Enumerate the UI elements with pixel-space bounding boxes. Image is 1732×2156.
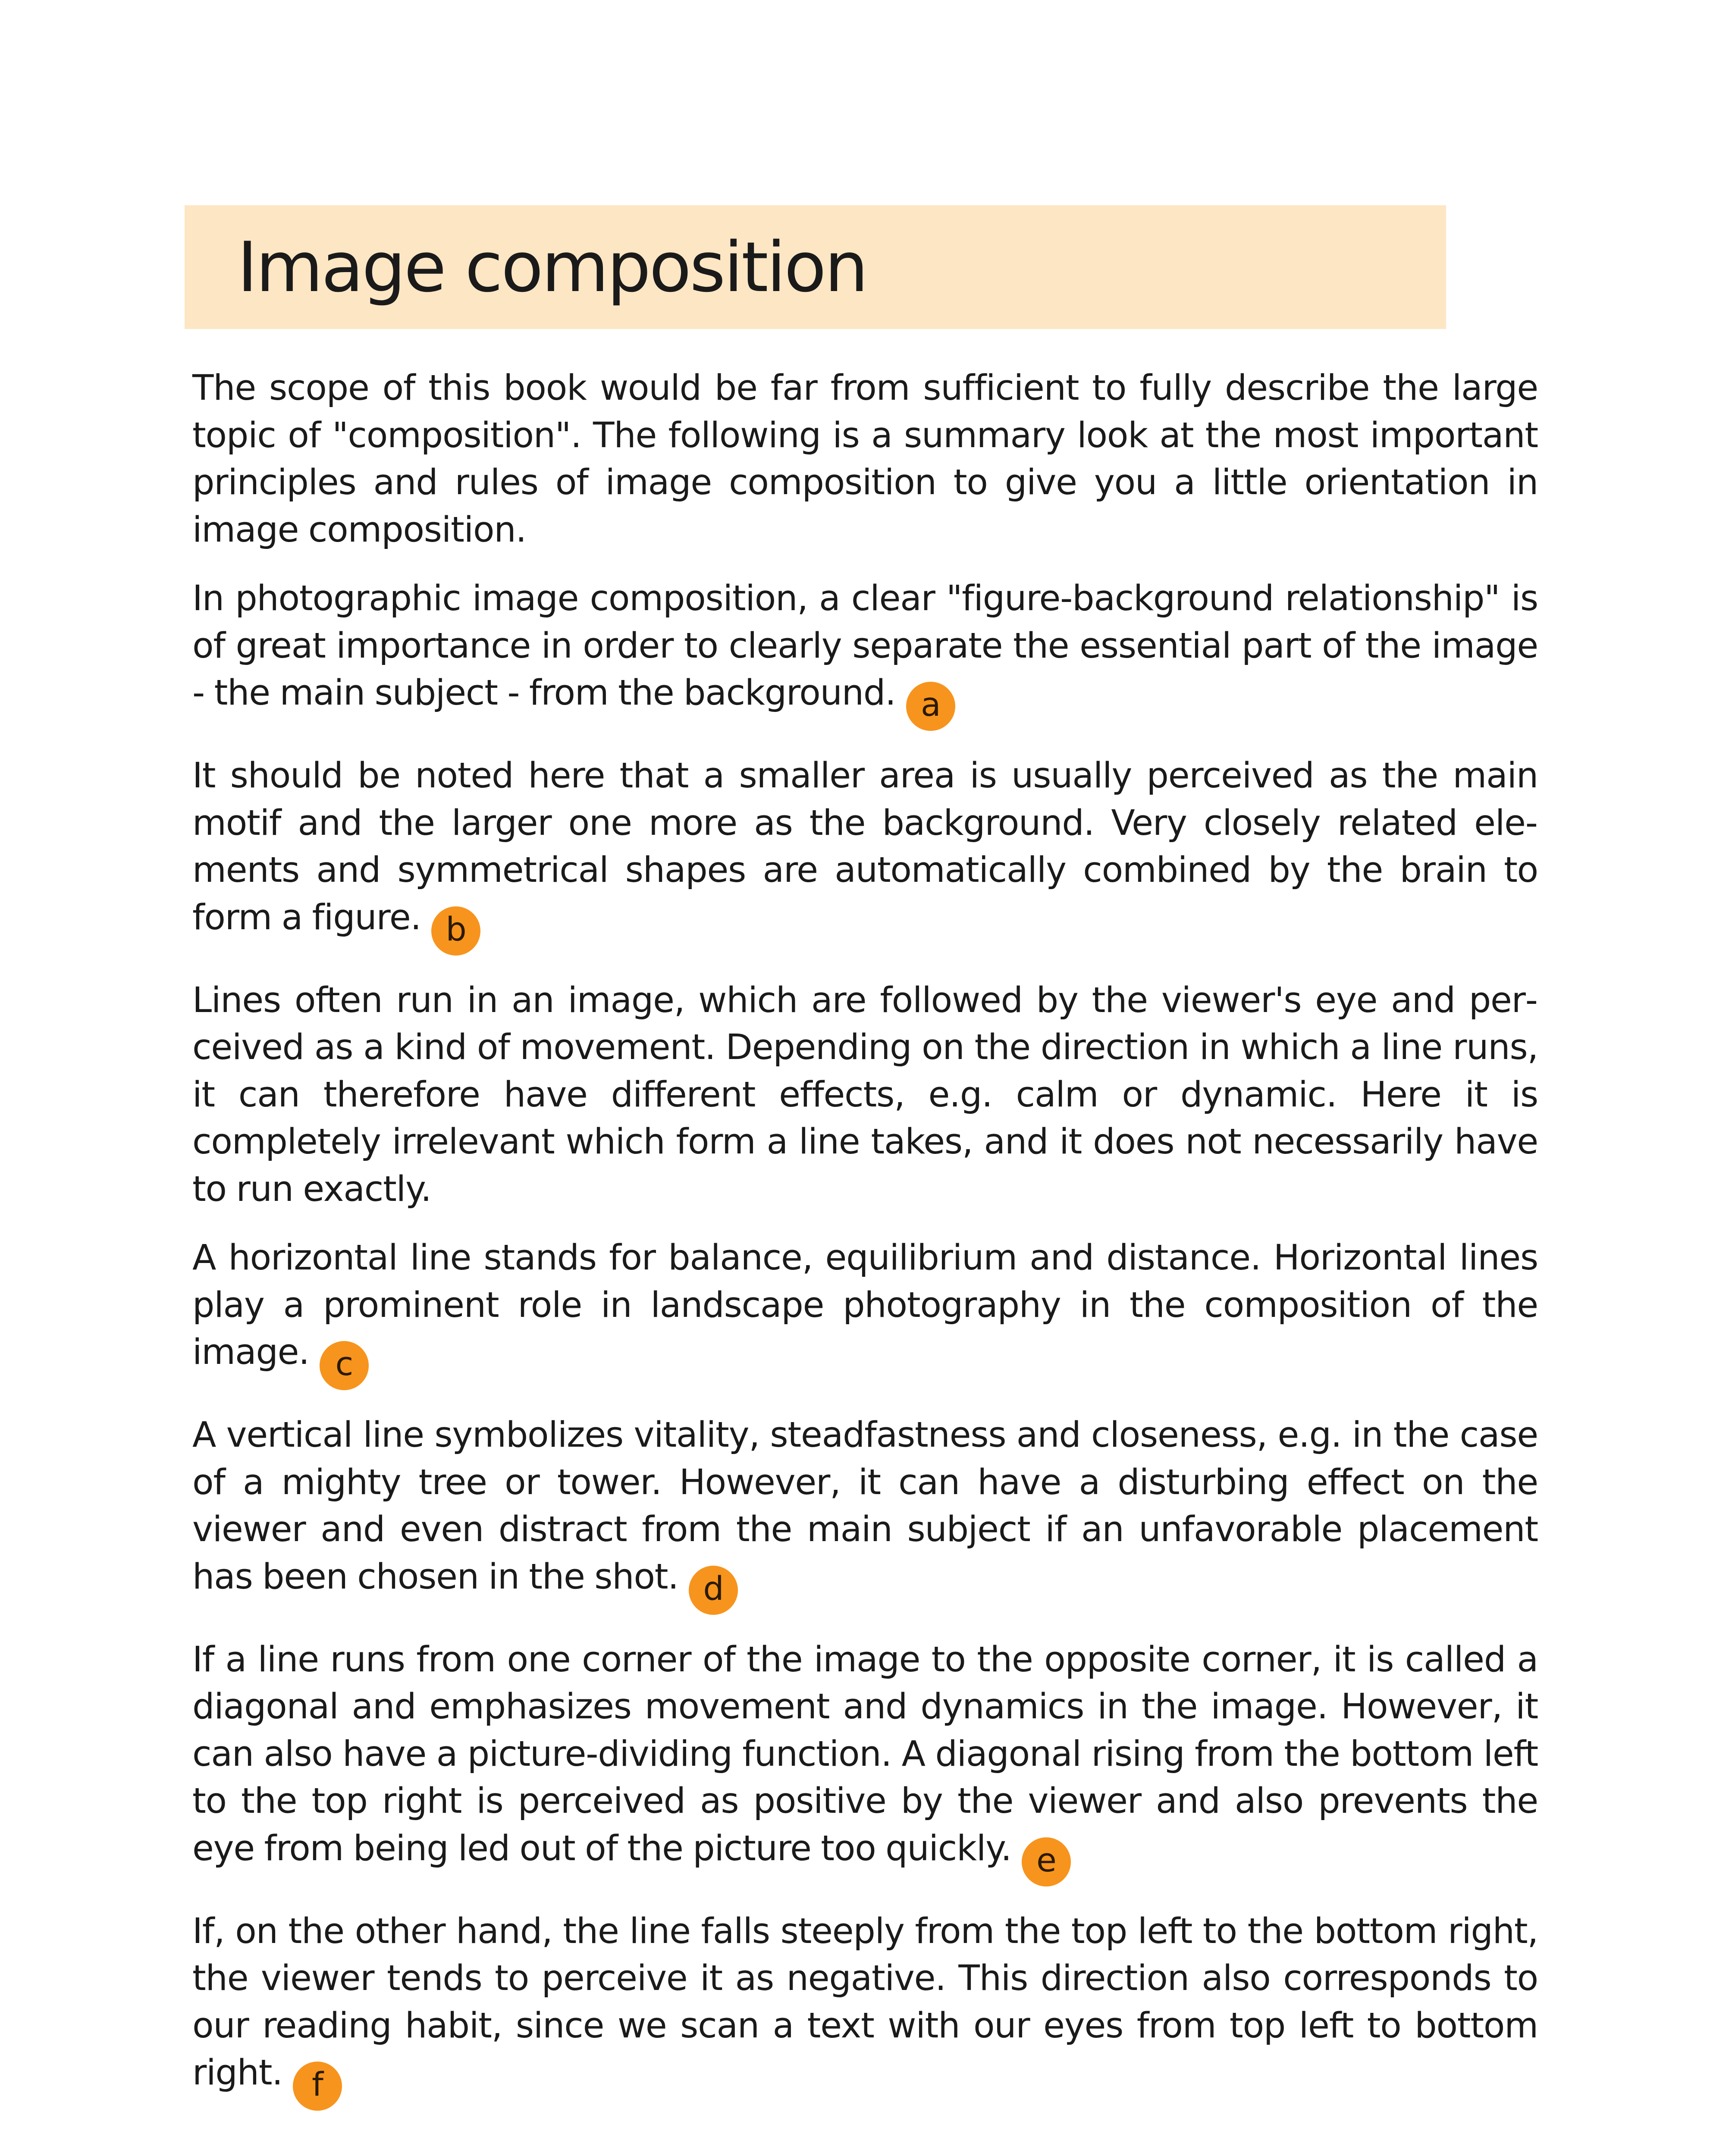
reference-marker-b: b [431,906,480,956]
paragraph-horizontal-line [192,1235,1538,1390]
paragraph-figure-background [192,575,1538,731]
paragraph-text: A vertical line symbolizes vitality, steadfastness and closeness, e.g. in the case of a mighty tree or tower. However, it can have a disturbing effect on the viewer and even distract from the main subject if an unfavorable placement has been chosen in the shot. [192,1415,1538,1597]
paragraph-text: It should be noted here that a smaller area is usually perceived as the main motif and the larger one more as the background. Very closely related elements and symmetrical shapes are automatically combined by the brain to form a figure. [192,755,1538,938]
paragraph-text: A horizontal line stands for balance, equilibrium and distance. Horizontal lines play a prominent role in landscape photography in the composition of the image. [192,1238,1538,1373]
paragraph-vertical-line [192,1412,1538,1615]
reference-marker-c: c [320,1341,369,1390]
page-title: Image composition [237,227,867,307]
paragraph-lines [192,977,1538,1213]
paragraph-diagonal-rising [192,1636,1538,1887]
paragraph-text: The scope of this book would be far from sufficient to fully describe the large topic of "composition". The following is a summary look at the most important principles and rules of image composition to give you a little orientation in image composition. [192,368,1538,550]
paragraph-text: In photographic image composition, a clear "figure-background relationship" is of great importance in order to clearly separate the essential part of the image - the main subject - from the background. [192,578,1538,713]
paragraph-area-perception [192,752,1538,956]
paragraph-text: If, on the other hand, the line falls steeply from the top left to the bottom right, the viewer tends to perceive it as negative. This direction also corresponds to our reading habit, since we scan a text with our eyes from top left to bottom right. [192,1911,1538,2093]
paragraph-intro [192,365,1538,554]
title-banner [185,205,1446,329]
paragraph-text: Lines often run in an image, which are followed by the viewer's eye and perceived as a kind of movement. Depending on the direction in which a line runs, it can therefore have different effects, e.g. calm or dynamic. Here it is completely irrelevant which form a line takes, and it does not necessarily have to run exactly. [192,980,1538,1210]
reference-marker-d: d [689,1566,738,1615]
paragraph-diagonal-falling [192,1908,1538,2111]
body-text [192,365,1538,2132]
reference-marker-a: a [906,682,955,731]
reference-marker-e: e [1022,1837,1071,1887]
paragraph-text: If a line runs from one corner of the image to the opposite corner, it is called a diagonal and emphasizes movement and dynamics in the image. However, it can also have a picture-dividing function. A diagonal rising from the bottom left to the top right is perceived as positive by the viewer and also prevents the eye from being led out of the picture too quickly. [192,1639,1538,1869]
reference-marker-f: f [293,2062,342,2111]
